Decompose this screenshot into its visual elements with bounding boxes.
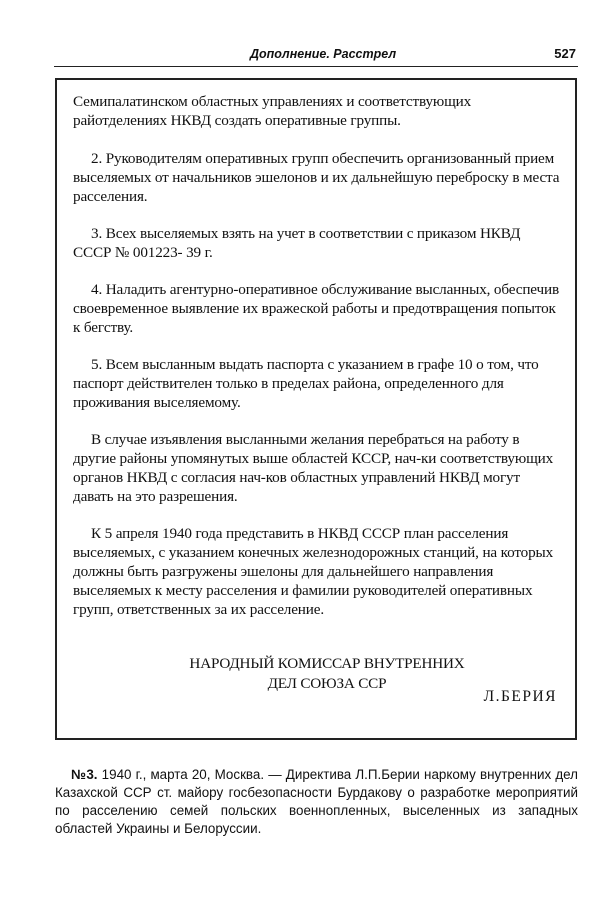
page-number: 527: [554, 46, 576, 61]
paragraph-intro: Семипалатинском областных управлениях и соответствующих райотделениях НКВД создать оперативные группы.: [73, 93, 472, 129]
signature-title-line-1: НАРОДНЫЙ КОМИССАР ВНУТРЕННИХ: [189, 655, 465, 672]
caption-number: №3.: [71, 767, 98, 782]
signature-title-line-2: ДЕЛ СОЮЗА ССР: [267, 675, 387, 692]
paragraph-item-3: 3. Всех выселяемых взять на учет в соответствии с приказом НКВД СССР № 001223- 39 г.: [73, 225, 521, 261]
paragraph-item-5: 5. Всем высланным выдать паспорта с указанием в графе 10 о том, что паспорт действителен только в пределах района, определенного для проживания выселяемому.: [73, 356, 539, 411]
paragraph-relocation: В случае изъявления высланными желания перебраться на работу в другие районы упомянутых выше областей КССР, нач-ки соответствующих органов НКВД с согласия нач-ков областных управлений НКВД могут давать на это разрешения.: [73, 431, 554, 505]
page-header: [54, 44, 578, 67]
paragraph-item-2: 2. Руководителям оперативных групп обеспечить организованный прием выселяемых от начальников эшелонов и их дальнейшую переброску в места расселения.: [73, 150, 560, 205]
running-title: Дополнение. Расстрел: [250, 47, 397, 61]
document-body: [73, 92, 561, 637]
paragraph-item-4: 4. Наладить агентурно-оперативное обслуживание высланных, обеспечив своевременное выявление их вражеской работы и предотвращения попыток к бегству.: [73, 281, 559, 336]
document-caption: [55, 766, 578, 838]
caption-text: 1940 г., марта 20, Москва. — Директива Л.П.Берии наркому внутренних дел Казахской ССР ст. майору госбезопасности Бурдакову о разработке мероприятий по расселению семей польских военнопленных, выселенных из западных областей Украины и Белоруссии.: [55, 767, 578, 836]
document-frame: [55, 78, 577, 740]
signature-name: Л.БЕРИЯ: [483, 688, 557, 705]
paragraph-deadline: К 5 апреля 1940 года представить в НКВД СССР план расселения выселяемых, с указанием конечных железнодорожных станций, на которых должны быть разгружены эшелоны для дальнейшего направления выселяемых к месту расселения и фамилии руководителей оперативных групп, ответственных за их расселение.: [73, 525, 554, 618]
